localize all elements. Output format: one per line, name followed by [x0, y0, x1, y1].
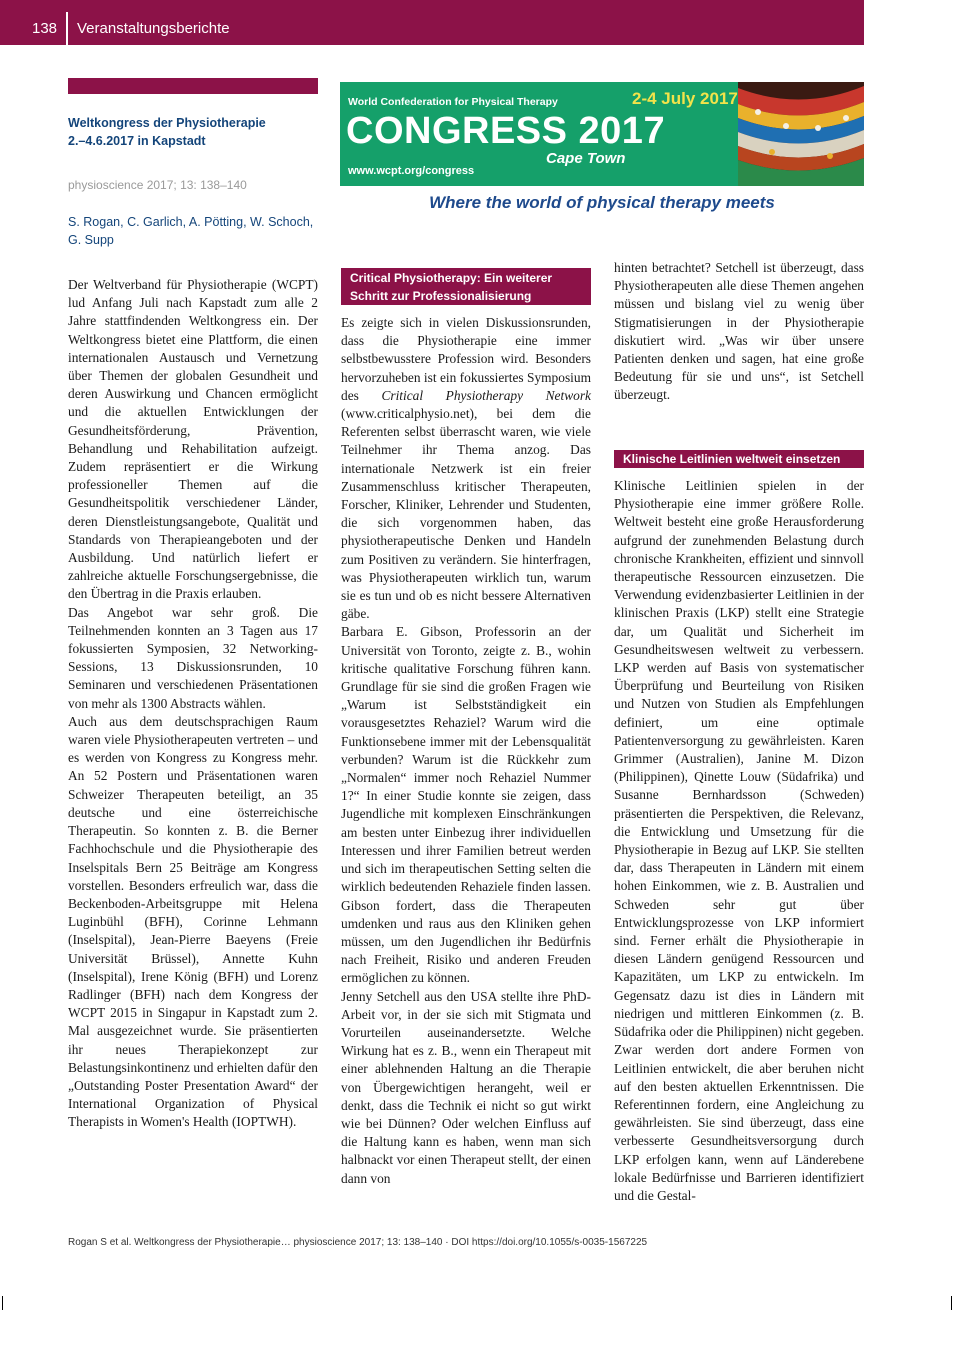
paragraph: Klinische Leitlinien spielen in der Physiotherapie eine immer größere Rolle. Weltweit besteht eine große Herausforderung aufgrund der zunehmenden Belastung durch chronische Krankheiten, effizient und sinnvoll therapeutische Ressourcen einzusetzen. Die Verwendung evidenzbasierter Leitlinien in der klinischen Praxis (LKP) stellt eine Strategie dar, um Qualität und Sicherheit im Gesundheitswesen weltweit zu verbessern. LKP werden auf Basis von systematischer Überprüfung und Beurteilung von Risiken und Nutzen von Studien als Empfehlungen definiert, um eine optimale Patientenversorgung zu gewährleisten. Karen Grimmer (Australien), Janine M. Dizon (Philippinen), Qinette Louw (Südafrika) und Susanne Bernhardsson (Schweden) präsentierten die Perspektiven, die Relevanz, die Entwicklung und Umsetzung für die Physiotherapie in Bezug auf LKP. Sie stellten dar, dass Therapeuten in Ländern mit einem hohen Einkommen, wie z. B. Australien und Schweden sehr gut über Entwicklungsprozesse von LKP informiert sind. Ferner erhält die Physiotherapie in diesen Ländern genügend Ressourcen und Kapazitäten, um LKP zu entwickeln. Im Gegensatz dazu ist dies in Ländern mit niedrigen und mittleren Einkommen (z. B. Südafrika oder die Philippinen) nicht gegeben. Zwar werden dort andere Formen von Leitlinien entwickelt, die aber beruhen nicht auf den besten aktuellen Erkenntnissen. Die Referentinnen fordern, eine Angleichung zu gewährleisten. Sie sind überzeugt, dass eine verbesserte Gesundheitsversorgung durch LKP erfolgen kann, wenn auf Länderebene lokale Bedürfnisse und Barrieren identifiziert und die Gestal- [614, 478, 864, 1203]
paragraph: Der Weltverband für Physiotherapie (WCPT) lud Anfang Juli nach Kapstadt zum alle 2 Jahre stattfindenden Weltkongress ein. Der Weltkongress bietet eine Plattform, die einen internationalen Austausch und Vernetzung über Themen der globalen Gesundheit und deren Auswirkung und Chancen ermöglicht und die aktuellen Entwicklungen der Gesundheitsförderung, Prävention, Behandlung und Rehabilitation aufzeigt. Zudem repräsentiert er die Wirkung professioneller Themen auf die Gesundheitspolitik verschiedener Länder, deren Dienstleistungsangebote, Qualität und Standards von Therapieangeboten und der Ausbildung. Und natürlich liefert er zahlreiche aktuelle Forschungsergebnisse, die den Übertrag in die Praxis erlauben. [68, 277, 318, 602]
article-title: Weltkongress der Physiotherapie 2.–4.6.2017 in Kapstadt [68, 116, 266, 148]
column-3-top [614, 259, 864, 405]
section-title: Veranstaltungsberichte [77, 20, 230, 37]
paragraph: hinten betrachtet? Setchell ist überzeugt, dass Physiotherapeuten alle diese Themen angehen müssen und bislang viel zu wenig über Stigmatisierungen in der Physiotherapie diskutiert wird. „Was wir über unsere Patienten denken und sagen, hat eine große Bedeutung für sie und uns“, ist Setchell überzeugt. [614, 260, 864, 403]
page-number: 138 [32, 20, 58, 37]
banner-dates: 2-4 July 2017 [632, 89, 738, 108]
text-run: (www.criticalphysio.net), bei dem die Referenten selbst überrascht waren, wie viele Teilnehmer ihr Thema anzog. Das internationale Netzwerk ist ein freier Zusammenschluss kritischer Therapeuten, Forscher, Kliniker, Lehrender und Studenten, die sich vorgenommen haben, das physiotherapeutische Denken und Handeln zum Positiven zu verändern. Sie hinterfragen, was Physiotherapeuten wirklich tun, warum sie es tun und ob es nicht bessere Alternativen gäbe. [341, 406, 591, 622]
column-2 [341, 314, 591, 1188]
text-run: Es zeigte sich in vielen Diskussionsrunden, dass die Physiotherapie eine immer selbstbewusstere Profession wird. Besonders hervorzuheben ist ein fokussiertes Symposium des [341, 315, 591, 403]
article-citation: physioscience 2017; 13: 138–140 [68, 178, 247, 192]
page-footer: Rogan S et al. Weltkongress der Physiotherapie… physioscience 2017; 13: 138–140 · DOI https://doi.org/10.1055/s-0035-1567225 [68, 1237, 648, 1248]
header-divider [66, 12, 68, 45]
crop-mark-left [2, 1296, 3, 1310]
paragraph: Das Angebot war sehr groß. Die Teilnehmenden konnten an 3 Tagen aus 17 fokussierten Symposien, 32 Networking-Sessions, 13 Diskussionsrunden, 10 Seminaren und verschiedenen Präsentationen von mehr als 1300 Abstracts wählen. [68, 604, 318, 711]
banner-org: World Confederation for Physical Therapy [348, 96, 558, 108]
section-heading-clinical-guidelines: Klinische Leitlinien weltweit einsetzen [614, 450, 864, 468]
paragraph: Barbara E. Gibson, Professorin an der Universität von Toronto, zeigte z. B., wohin kritische qualitative Forschung führen kann. Grundlage für sie sind die großen Fragen wie „Warum ist Selbstständigkeit ein vorausgesetztes Rehaziel? Warum wird die Funktionsebene immer mit der Lebensqualität verbunden? Warum ist die Rückkehr zum „Normalen“ immer noch Rehaziel Nummer 1?“ In einer Studie konnte sie zeigen, dass Jugendliche mit komplexen Einschränkungen am besten unter Einbezug ihrer individuellen Interessen und ihrer Familien betreut werden und sich im therapeutischen Setting selten die wirklich bedeutenden Rehaziele finden lassen. Gibson fordert, dass die Therapeuten umdenken und raus aus den Kliniken gehen müssen, um den Jugendlichen ihr Bedürfnis nach Freiheit, Risiko und anderen Freuden ermöglichen zu können. [341, 624, 591, 986]
beadwork-image [738, 82, 864, 186]
paragraph: Auch aus dem deutschsprachigen Raum waren viele Physiotherapeuten vertreten – und es werden von Kongress zu Kongress mehr. An 52 Postern und Präsentationen waren Schweizer Therapeuten beteiligt, an 35 deutsche und eine österreichische Therapeutin. So konnten z. B. die Berner Fachhochschule und die Physiotherapie des Inselspitals Bern 25 Beiträge am Kongress vorstellen. Besonders erfreulich war, dass die Beckenboden-Arbeitsgruppe mit Helena Luginbühl (BFH), Corinne Lehmann (Inselspital), Jean-Pierre Baeyens (Freie Universität Brüssel), Annette Kuhn (Inselspital), Irene König (BFH) und Lorenz Radlinger (BFH) nach dem Kongress der WCPT 2015 in Singapur in Kapstadt zum 2. Mal ausgezeichnet wurde. Sie präsentierten ihr neues Therapiekonzept zur Belastungsinkontinenz und erhielten dafür den „Outstanding Poster Presentation Award“ der International Organization of Physical Therapists in Women's Health (IOPTWH). [68, 713, 318, 1130]
network-name: Critical Physiotherapy Network [381, 387, 591, 403]
header-bar [0, 0, 864, 45]
congress-banner [340, 82, 864, 186]
accent-rule [68, 78, 318, 94]
crop-mark-right [951, 1296, 952, 1310]
paragraph [341, 314, 591, 623]
banner-url: www.wcpt.org/congress [348, 165, 475, 177]
article-authors: S. Rogan, C. Garlich, A. Pötting, W. Schoch, G. Supp [68, 215, 314, 247]
column-1 [68, 276, 318, 1132]
banner-congress: CONGRESS 2017 [346, 110, 666, 152]
section-heading-critical-physiotherapy: Critical Physiotherapy: Ein weiterer Schritt zur Professionalisierung [341, 268, 591, 305]
banner-tagline: Where the world of physical therapy meets [429, 193, 775, 212]
paragraph: Jenny Setchell aus den USA stellte ihre PhD-Arbeit vor, in der sie sich mit Stigmata und Vorurteilen auseinandersetzte. Welche Wirkung hat es z. B., wenn ein Therapeut mit einer ablehnenden Haltung an die Therapie von Übergewichtigen herangeht, weil er denkt, dass die Technik ei nicht so gut wirkt wie bei Dünnen? Oder welchen Einfluss auf die Haltung kann es haben, wenn man sich halbnackt vor einen Therapeut stellt, der einen dann von [341, 988, 591, 1186]
column-3-bottom [614, 477, 864, 1205]
banner-city: Cape Town [546, 150, 626, 167]
